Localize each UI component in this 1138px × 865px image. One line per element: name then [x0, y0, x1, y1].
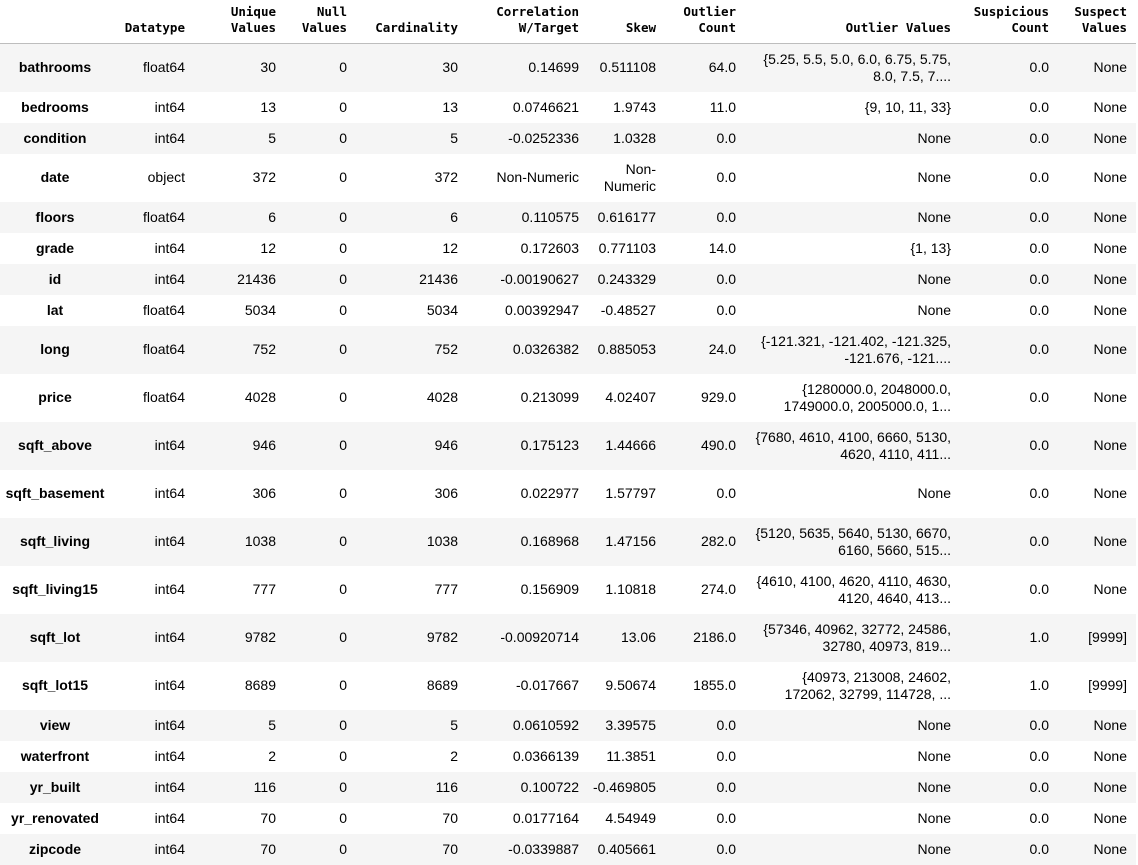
suspicious-count-cell: 0.0 [1029, 98, 1049, 115]
cardinality-cell: 9782 [426, 629, 458, 645]
skew-cell: 0.243329 [597, 270, 656, 287]
table-row [0, 44, 1136, 92]
null-values-cell: 0 [339, 169, 347, 185]
outlier-values-cell: None [917, 778, 951, 795]
cardinality-cell: 13 [442, 98, 458, 115]
outlier-values-cell: {5120, 5635, 5640, 5130, 6670, 6160, 5660, 515... [755, 524, 951, 558]
unique-values-cell: 4028 [244, 389, 276, 405]
outlier-values-cell: {-121.321, -121.402, -121.325, -121.676, -121.... [761, 332, 951, 366]
table-row [0, 710, 1136, 741]
outlier-count-cell: 24.0 [708, 341, 736, 357]
cardinality-cell: 70 [442, 840, 458, 857]
table-row [0, 614, 1136, 662]
suspicious-count-cell: 0.0 [1029, 59, 1049, 76]
correlation-cell: 0.156909 [520, 581, 579, 597]
null-values-cell: 0 [339, 716, 347, 733]
outlier-values-cell: {1280000.0, 2048000.0, 1749000.0, 2005000.0, 1... [783, 380, 951, 414]
unique-values-cell: 5034 [244, 301, 276, 318]
unique-values-cell: 13 [260, 98, 276, 115]
datatype-cell: int64 [154, 485, 185, 501]
unique-values-cell: 30 [260, 59, 276, 76]
outlier-count-cell: 0.0 [716, 208, 736, 225]
unique-values-cell: 777 [252, 581, 276, 597]
skew-cell: -0.48527 [600, 301, 656, 318]
suspect-values-cell: [9999] [1088, 677, 1127, 693]
null-values-cell: 0 [339, 747, 347, 764]
cardinality-cell: 752 [434, 341, 458, 357]
suspect-values-cell: None [1093, 59, 1127, 76]
suspicious-count-cell: 1.0 [1029, 629, 1049, 645]
row-label: sqft_lot15 [21, 677, 89, 693]
skew-cell: 1.0328 [613, 129, 656, 146]
table-row [0, 326, 1136, 374]
table-row [0, 662, 1136, 710]
null-values-cell: 0 [339, 533, 347, 549]
table-row [0, 154, 1136, 202]
column-header-suspicious-count: Suspicious Count [960, 0, 1058, 44]
outlier-count-cell: 490.0 [700, 437, 736, 453]
suspect-values-cell: None [1093, 239, 1127, 256]
datatype-cell: object [147, 169, 185, 185]
correlation-cell: 0.022977 [520, 485, 579, 501]
datatype-cell: float64 [142, 389, 185, 405]
unique-values-cell: 8689 [244, 677, 276, 693]
null-values-cell: 0 [339, 98, 347, 115]
suspicious-count-cell: 0.0 [1029, 485, 1049, 501]
column-header-null-values: Null Values [285, 0, 356, 44]
suspect-values-cell: [9999] [1088, 629, 1127, 645]
suspect-values-cell: None [1093, 840, 1127, 857]
skew-cell: 1.44666 [605, 437, 656, 453]
null-values-cell: 0 [339, 389, 347, 405]
suspect-values-cell: None [1093, 129, 1127, 146]
suspect-values-cell: None [1093, 437, 1127, 453]
unique-values-cell: 5 [268, 129, 276, 146]
null-values-cell: 0 [339, 485, 347, 501]
skew-cell: 3.39575 [605, 716, 656, 733]
table-row [0, 422, 1136, 470]
datatype-cell: int64 [154, 840, 185, 857]
correlation-cell: 0.168968 [520, 533, 579, 549]
cardinality-cell: 5034 [426, 301, 458, 318]
outlier-values-cell: None [917, 129, 951, 146]
datatype-cell: int64 [154, 533, 185, 549]
suspect-values-cell: None [1093, 169, 1127, 185]
unique-values-cell: 1038 [244, 533, 276, 549]
datatype-cell: int64 [154, 809, 185, 826]
null-values-cell: 0 [339, 437, 347, 453]
table-row [0, 264, 1136, 295]
cardinality-cell: 2 [450, 747, 458, 764]
outlier-count-cell: 14.0 [708, 239, 736, 256]
outlier-count-cell: 0.0 [716, 129, 736, 146]
cardinality-cell: 21436 [419, 270, 458, 287]
row-label: yr_built [29, 778, 81, 795]
null-values-cell: 0 [339, 778, 347, 795]
table-row [0, 772, 1136, 803]
correlation-cell: 0.14699 [528, 59, 579, 76]
table-row [0, 123, 1136, 154]
unique-values-cell: 6 [268, 208, 276, 225]
null-values-cell: 0 [339, 581, 347, 597]
datatype-cell: int64 [154, 129, 185, 146]
suspicious-count-cell: 1.0 [1029, 677, 1049, 693]
suspect-values-cell: None [1093, 485, 1127, 501]
cardinality-cell: 5 [450, 129, 458, 146]
table-row [0, 803, 1136, 834]
outlier-count-cell: 282.0 [700, 533, 736, 549]
skew-cell: 0.511108 [599, 59, 656, 76]
outlier-values-cell: None [917, 840, 951, 857]
unique-values-cell: 116 [253, 778, 276, 795]
cardinality-cell: 946 [434, 437, 458, 453]
suspect-values-cell: None [1093, 389, 1127, 405]
outlier-values-cell: {1, 13} [910, 239, 951, 256]
correlation-cell: 0.175123 [520, 437, 579, 453]
table-header [0, 0, 1136, 44]
table-row [0, 233, 1136, 264]
suspect-values-cell: None [1093, 716, 1127, 733]
suspicious-count-cell: 0.0 [1029, 341, 1049, 357]
null-values-cell: 0 [339, 208, 347, 225]
suspect-values-cell: None [1093, 341, 1127, 357]
datatype-cell: int64 [154, 747, 185, 764]
null-values-cell: 0 [339, 301, 347, 318]
skew-cell: 1.47156 [605, 533, 656, 549]
datatype-cell: int64 [154, 629, 185, 645]
correlation-cell: 0.0610592 [512, 716, 579, 733]
correlation-cell: -0.0252336 [508, 129, 579, 146]
outlier-values-cell: {57346, 40962, 32772, 24586, 32780, 40973, 819... [763, 620, 951, 654]
cardinality-cell: 70 [442, 809, 458, 826]
null-values-cell: 0 [339, 59, 347, 76]
suspicious-count-cell: 0.0 [1029, 809, 1049, 826]
suspicious-count-cell: 0.0 [1029, 239, 1049, 256]
suspicious-count-cell: 0.0 [1029, 270, 1049, 287]
table-row [0, 295, 1136, 326]
table-row [0, 518, 1136, 566]
column-header-datatype: Datatype [110, 0, 194, 44]
datatype-cell: int64 [154, 98, 185, 115]
column-header-correlation: Correlation W/Target [467, 0, 588, 44]
datatype-cell: int64 [154, 581, 185, 597]
correlation-cell: -0.017667 [515, 677, 579, 693]
outlier-count-cell: 929.0 [700, 389, 736, 405]
correlation-cell: 0.110575 [521, 208, 579, 225]
outlier-values-cell: None [917, 485, 951, 501]
cardinality-cell: 372 [434, 169, 458, 185]
row-label: sqft_above [18, 437, 92, 453]
skew-cell: 11.3851 [606, 747, 656, 764]
datatype-cell: float64 [142, 301, 185, 318]
suspicious-count-cell: 0.0 [1029, 208, 1049, 225]
suspicious-count-cell: 0.0 [1029, 169, 1049, 185]
cardinality-cell: 8689 [426, 677, 458, 693]
row-label: grade [35, 239, 75, 256]
correlation-cell: -0.00190627 [500, 270, 579, 287]
table-row [0, 202, 1136, 233]
row-label: bedrooms [21, 98, 89, 115]
header-row [0, 0, 1136, 44]
correlation-cell: 0.0366139 [512, 747, 579, 764]
suspect-values-cell: None [1093, 98, 1127, 115]
row-label: long [40, 341, 70, 357]
outlier-values-cell: None [917, 270, 951, 287]
suspect-values-cell: None [1093, 778, 1127, 795]
null-values-cell: 0 [339, 809, 347, 826]
row-label: view [39, 716, 71, 733]
datatype-cell: int64 [154, 716, 185, 733]
unique-values-cell: 752 [252, 341, 276, 357]
table-row [0, 741, 1136, 772]
unique-values-cell: 70 [260, 809, 276, 826]
suspicious-count-cell: 0.0 [1029, 301, 1049, 318]
unique-values-cell: 946 [252, 437, 276, 453]
row-label: yr_renovated [11, 809, 99, 826]
unique-values-cell: 372 [252, 169, 276, 185]
outlier-values-cell: None [917, 747, 951, 764]
outlier-count-cell: 0.0 [716, 485, 736, 501]
table-row [0, 566, 1136, 614]
index-header [0, 0, 110, 44]
correlation-cell: Non-Numeric [496, 169, 579, 185]
outlier-values-cell: None [917, 716, 951, 733]
unique-values-cell: 2 [268, 747, 276, 764]
skew-cell: 0.405661 [597, 840, 656, 857]
null-values-cell: 0 [339, 129, 347, 146]
row-label: sqft_living15 [12, 581, 98, 597]
suspect-values-cell: None [1093, 270, 1127, 287]
column-header-cardinality: Cardinality [356, 0, 467, 44]
outlier-count-cell: 64.0 [708, 59, 736, 76]
null-values-cell: 0 [339, 677, 347, 693]
null-values-cell: 0 [339, 341, 347, 357]
outlier-count-cell: 0.0 [716, 747, 736, 764]
column-header-outlier-count: Outlier Count [665, 0, 745, 44]
unique-values-cell: 12 [260, 239, 276, 256]
suspect-values-cell: None [1093, 809, 1127, 826]
datatype-cell: int64 [154, 239, 185, 256]
correlation-cell: 0.172603 [520, 239, 579, 256]
table-row [0, 92, 1136, 123]
datatype-cell: float64 [142, 208, 185, 225]
suspicious-count-cell: 0.0 [1029, 778, 1049, 795]
correlation-cell: 0.213099 [520, 389, 579, 405]
unique-values-cell: 306 [252, 485, 276, 501]
suspicious-count-cell: 0.0 [1029, 716, 1049, 733]
correlation-cell: -0.00920714 [500, 629, 579, 645]
outlier-values-cell: {7680, 4610, 4100, 6660, 5130, 4620, 4110, 411... [755, 428, 951, 462]
row-label: price [38, 389, 72, 405]
skew-cell: 4.02407 [605, 389, 656, 405]
table-body [0, 44, 1136, 865]
outlier-values-cell: {40973, 213008, 24602, 172062, 32799, 114728, ... [784, 668, 951, 702]
outlier-count-cell: 0.0 [716, 169, 736, 185]
suspicious-count-cell: 0.0 [1029, 533, 1049, 549]
column-header-outlier-values: Outlier Values [745, 0, 960, 44]
cardinality-cell: 12 [442, 239, 458, 256]
suspect-values-cell: None [1093, 581, 1127, 597]
datatype-cell: int64 [154, 270, 185, 287]
outlier-count-cell: 0.0 [716, 270, 736, 287]
suspicious-count-cell: 0.0 [1029, 389, 1049, 405]
suspicious-count-cell: 0.0 [1029, 581, 1049, 597]
correlation-cell: 0.100722 [520, 778, 579, 795]
row-label: date [40, 169, 70, 185]
outlier-count-cell: 11.0 [709, 98, 736, 115]
column-header-unique-values: Unique Values [194, 0, 285, 44]
null-values-cell: 0 [339, 840, 347, 857]
outlier-values-cell: None [917, 301, 951, 318]
skew-cell: 4.54949 [605, 809, 656, 826]
outlier-values-cell: {5.25, 5.5, 5.0, 6.0, 6.75, 5.75, 8.0, 7.5, 7.... [763, 50, 951, 84]
outlier-count-cell: 2186.0 [693, 629, 736, 645]
suspect-values-cell: None [1093, 301, 1127, 318]
column-header-suspect-values: Suspect Values [1058, 0, 1136, 44]
suspicious-count-cell: 0.0 [1029, 747, 1049, 764]
table-row [0, 470, 1136, 518]
column-header-skew: Skew [588, 0, 665, 44]
unique-values-cell: 21436 [237, 270, 276, 287]
suspicious-count-cell: 0.0 [1029, 129, 1049, 146]
suspect-values-cell: None [1093, 533, 1127, 549]
outlier-values-cell: {4610, 4100, 4620, 4110, 4630, 4120, 4640, 413... [756, 572, 951, 606]
table-row [0, 834, 1136, 865]
skew-cell: 13.06 [620, 629, 656, 645]
correlation-cell: 0.00392947 [505, 301, 579, 318]
skew-cell: -0.469805 [592, 778, 656, 795]
row-label: floors [35, 208, 75, 225]
datatype-cell: int64 [154, 437, 185, 453]
suspect-values-cell: None [1093, 747, 1127, 764]
row-label: lat [46, 301, 64, 318]
null-values-cell: 0 [339, 629, 347, 645]
cardinality-cell: 5 [450, 716, 458, 733]
cardinality-cell: 116 [435, 778, 458, 795]
row-label: zipcode [28, 840, 82, 857]
row-label: id [48, 270, 62, 287]
skew-cell: 1.9743 [613, 98, 656, 115]
datatype-cell: float64 [142, 59, 185, 76]
outlier-count-cell: 0.0 [716, 778, 736, 795]
correlation-cell: 0.0177164 [512, 809, 579, 826]
unique-values-cell: 70 [260, 840, 276, 857]
suspect-values-cell: None [1093, 208, 1127, 225]
skew-cell: 0.771103 [598, 239, 656, 256]
outlier-values-cell: None [917, 208, 951, 225]
outlier-values-cell: {9, 10, 11, 33} [864, 98, 951, 115]
cardinality-cell: 306 [434, 485, 458, 501]
skew-cell: 1.10818 [605, 581, 656, 597]
correlation-cell: 0.0746621 [512, 98, 579, 115]
suspicious-count-cell: 0.0 [1029, 437, 1049, 453]
unique-values-cell: 5 [268, 716, 276, 733]
row-label: sqft_lot [29, 629, 81, 645]
datatype-cell: int64 [154, 677, 185, 693]
row-label: sqft_basement [5, 485, 105, 501]
correlation-cell: -0.0339887 [508, 840, 579, 857]
outlier-values-cell: None [917, 809, 951, 826]
row-label: waterfront [20, 747, 90, 764]
cardinality-cell: 777 [434, 581, 458, 597]
skew-cell: 1.57797 [605, 485, 656, 501]
outlier-count-cell: 0.0 [716, 809, 736, 826]
row-label: sqft_living [19, 533, 90, 549]
null-values-cell: 0 [339, 239, 347, 256]
cardinality-cell: 6 [450, 208, 458, 225]
suspicious-count-cell: 0.0 [1029, 840, 1049, 857]
skew-cell: 9.50674 [605, 677, 656, 693]
datatype-cell: int64 [154, 778, 185, 795]
outlier-count-cell: 0.0 [716, 301, 736, 318]
skew-cell: 0.885053 [597, 341, 656, 357]
row-label: condition [23, 129, 87, 146]
outlier-count-cell: 1855.0 [693, 677, 736, 693]
unique-values-cell: 9782 [244, 629, 276, 645]
skew-cell: 0.616177 [597, 208, 656, 225]
outlier-count-cell: 0.0 [716, 840, 736, 857]
row-label: bathrooms [18, 59, 92, 76]
null-values-cell: 0 [339, 270, 347, 287]
correlation-cell: 0.0326382 [512, 341, 579, 357]
cardinality-cell: 1038 [426, 533, 458, 549]
cardinality-cell: 4028 [426, 389, 458, 405]
outlier-count-cell: 274.0 [700, 581, 736, 597]
cardinality-cell: 30 [442, 59, 458, 76]
outlier-count-cell: 0.0 [716, 716, 736, 733]
table-row [0, 374, 1136, 422]
datatype-cell: float64 [142, 341, 185, 357]
outlier-values-cell: None [917, 169, 951, 185]
skew-cell: Non-Numeric [603, 160, 656, 194]
